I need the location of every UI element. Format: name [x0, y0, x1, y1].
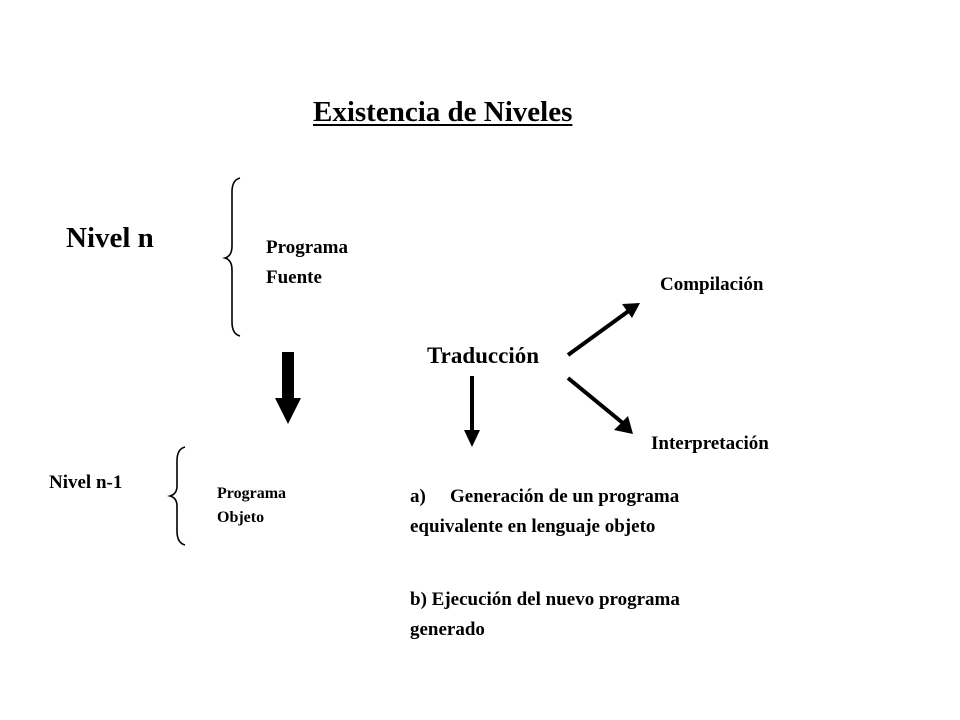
brace-nivel-n1 [170, 447, 185, 545]
programa-fuente-line-2: Fuente [266, 267, 322, 288]
level-down-arrow [275, 352, 301, 424]
programa-objeto-line-1: Programa [217, 485, 287, 502]
item-b [410, 585, 810, 645]
nivel-n-label: Nivel n [66, 222, 154, 254]
programa-fuente-label [266, 233, 348, 293]
item-b-line-1: b) Ejecución del nuevo programa [410, 589, 680, 610]
interpretacion-arrow [568, 378, 633, 434]
traduccion-label: Traducción [427, 343, 540, 368]
item-b-line-2: generado [410, 619, 485, 640]
brace-nivel-n [225, 178, 240, 336]
traduccion-down-arrow [464, 376, 480, 447]
item-a-text-1: Generación de un programa [450, 486, 680, 507]
nivel-n1-label: Nivel n-1 [49, 472, 123, 493]
item-a-line-1 [410, 482, 810, 512]
compilacion-arrow [568, 303, 640, 355]
item-a-marker: a) [410, 486, 426, 507]
programa-objeto-line-2: Objeto [217, 509, 265, 526]
compilacion-label: Compilación [660, 274, 764, 295]
interpretacion-label: Interpretación [651, 433, 769, 454]
programa-objeto-label [217, 482, 286, 530]
programa-fuente-line-1: Programa [266, 237, 348, 258]
page-title: Existencia de Niveles [313, 96, 573, 128]
item-a-line-2: equivalente en lenguaje objeto [410, 516, 656, 537]
item-a [410, 482, 810, 542]
